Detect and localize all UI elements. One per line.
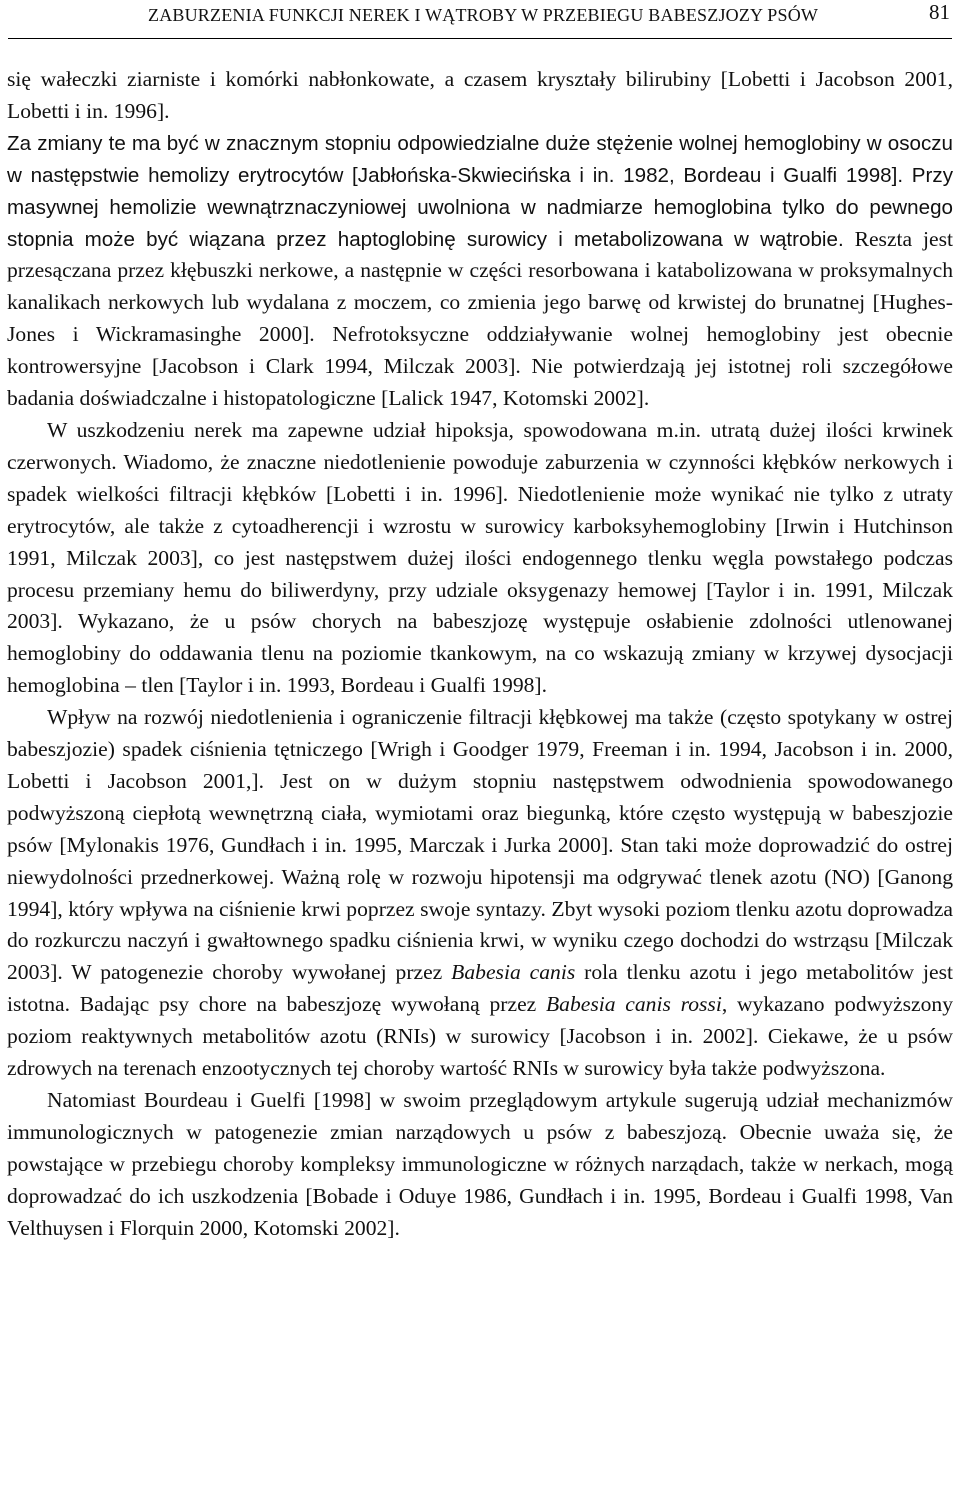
article-body bbox=[7, 64, 953, 1245]
species-name-1: Babesia canis bbox=[451, 960, 576, 985]
running-header bbox=[8, 0, 952, 39]
running-title: ZABURZENIA FUNKCJI NEREK I WĄTROBY W PRZEBIEGU BABESZJOZY PSÓW bbox=[148, 5, 819, 25]
paragraph-3 bbox=[7, 702, 953, 1085]
page-number: 81 bbox=[929, 0, 950, 24]
paragraph-3-part-b: rola tlenku azotu i jego metabolitów jest istotna. Badając psy chore na babeszjozę wywołaną przez bbox=[7, 960, 953, 1017]
paragraph-1 bbox=[7, 64, 953, 415]
paragraph-3-part-c: , wykazano podwyższony poziom reaktywnych metabolitów azotu (RNIs) w surowicy [Jacobson i in. 2002]. Ciekawe, że u psów zdrowych na terenach enzootycznych tej choroby wartość RNIs w surowicy była także podwyższona. bbox=[7, 992, 953, 1081]
paragraph-1-sans-part: Za zmiany te ma być w znacznym stopniu odpowiedzialne duże stężenie wolnej hemoglobiny w osoczu w następstwie hemolizy erytrocytów [Jabłońska-Skwiecińska i in. 1982, Bordeau i Gualfi 1998]. Przy masywnej hemolizie wewnątrznaczyniowej uwolniona w nadmiarze hemoglobina tylko do pewnego stopnia może być wiązana przez haptoglobinę surowicy i metabolizowana w wątrobie. bbox=[7, 131, 953, 251]
paragraph-2: W uszkodzeniu nerek ma zapewne udział hipoksja, spowodowana m.in. utratą dużej ilości krwinek czerwonych. Wiadomo, że znaczne niedotlenienie powoduje zaburzenia w czynności kłębków nerkowych i spadek wielkości filtracji kłębków [Lobetti i in. 1996]. Niedotlenienie może wynikać nie tylko z utraty erytrocytów, ale także z cytoadherencji i wzrostu w surowicy karboksyhemoglobiny [Irwin i Hutchinson 1991, Milczak 2003], co jest następstwem dużej ilości endogennego tlenku węgla powstałego podczas procesu przemiany hemu do biliwerdyny, przy udziale oksygenazy hemowej [Taylor i in. 1991, Milczak 2003]. Wykazano, że u psów chorych na babeszjozę występuje osłabienie zdolności utlenowanej hemoglobiny do oddawania tlenu na poziomie tkankowym, na co wskazują zmiany w krzywej dysocjacji hemoglobina – tlen [Taylor i in. 1993, Bordeau i Gualfi 1998]. bbox=[7, 417, 953, 698]
species-name-2: Babesia canis rossi bbox=[545, 992, 722, 1017]
paragraph-1-end: Reszta jest przesączana przez kłębuszki nerkowe, a następnie w części resorbowana i katabolizowana w proksymalnych kanalikach nerkowych lub wydalana z moczem, co zmienia jego barwę od krwistej do brunatnej [Hughes-Jones i Wickramasinghe 2000]. Nefrotoksyczne oddziaływanie wolnej hemoglobiny jest obecnie kontrowersyjne [Jacobson i Clark 1994, Milczak 2003]. Nie potwierdzają jej istotnej roli szczegółowe badania doświadczalne i histopatologiczne [Lalick 1947, Kotomski 2002]. bbox=[7, 226, 953, 411]
paragraph-1-start: się wałeczki ziarniste i komórki nabłonkowate, a czasem kryształy bilirubiny [Lobetti i Jacobson 2001, Lobetti i in. 1996]. bbox=[7, 67, 953, 123]
paragraph-3-part-a: Wpływ na rozwój niedotlenienia i ograniczenie filtracji kłębkowej ma także (często spotykany w ostrej babeszjozie) spadek ciśnienia tętniczego [Wrigh i Goodger 1979, Freeman i in. 1994, Jacobson i in. 2000, Lobetti i Jacobson 2001,]. Jest on w dużym stopniu następstwem odwodnienia spowodowanego podwyższoną ciepłotą wewnętrzną ciała, wymiotami oraz biegunką, które często występują w babeszjozie psów [Mylonakis 1976, Gundłach i in. 1995, Marczak i Jurka 2000]. Stan taki może doprowadzić do ostrej niewydolności przednerkowej. Ważną rolę w rozwoju hipotensji ma odgrywać tlenek azotu (NO) [Ganong 1994], który wpływa na ciśnienie krwi poprzez swoje syntazy. Zbyt wysoki poziom tlenku azotu doprowadza do rozkurczu naczyń i gwałtownego spadku ciśnienia krwi, w wyniku czego dochodzi do wstrząsu [Milczak 2003]. W patogenezie choroby wywołanej przez bbox=[7, 705, 953, 985]
paragraph-4: Natomiast Bourdeau i Guelfi [1998] w swoim przeglądowym artykule sugerują udział mechanizmów immunologicznych w patogenezie zmian narządowych u psów z babeszjozą. Obecnie uważa się, że powstające w przebiegu choroby kompleksy immunologiczne w różnych narządach, także w nerkach, mogą doprowadzać do ich uszkodzenia [Bobade i Oduye 1986, Gundłach i in. 1995, Bordeau i Gualfi 1998, Van Velthuysen i Florquin 2000, Kotomski 2002]. bbox=[7, 1088, 953, 1240]
